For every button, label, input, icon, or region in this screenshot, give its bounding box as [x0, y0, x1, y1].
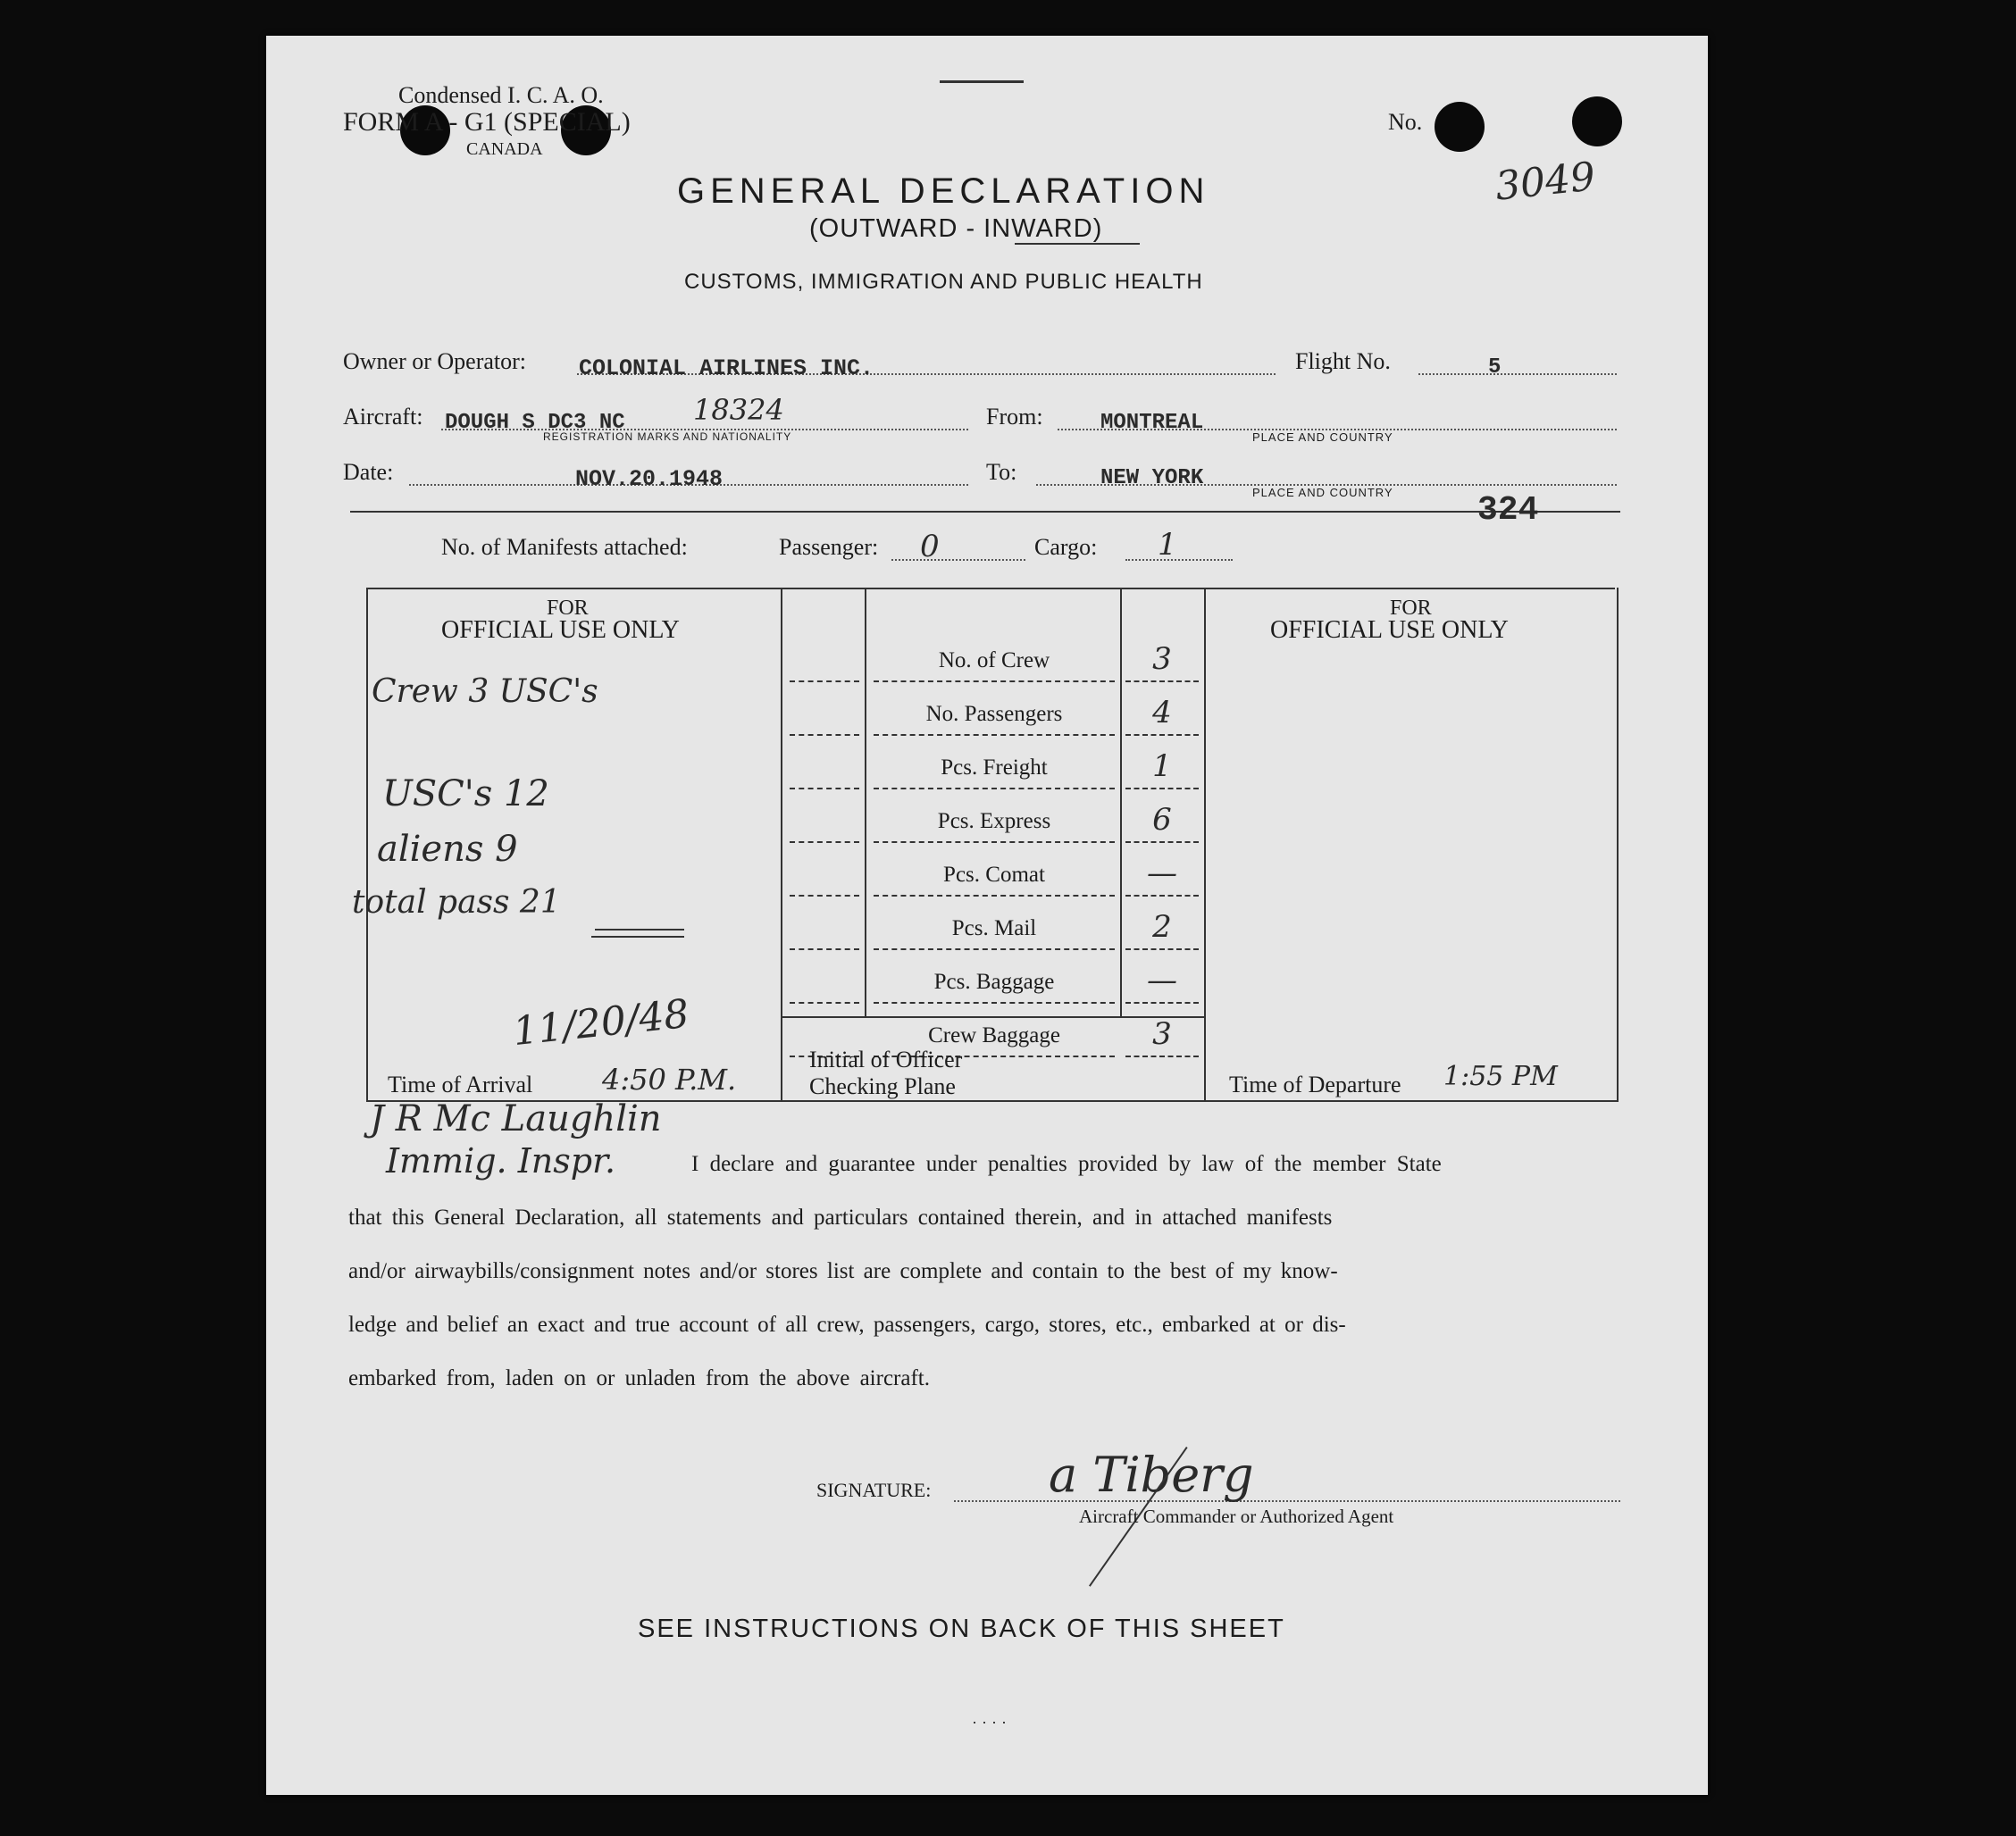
flight-value[interactable]: 5	[1488, 355, 1502, 380]
note-date: 11/20/48	[510, 990, 691, 1056]
top-dash	[940, 80, 1024, 83]
col-divider-4	[1204, 588, 1206, 1102]
to-caption: PLACE AND COUNTRY	[1252, 486, 1393, 499]
agencies: CUSTOMS, IMMIGRATION AND PUBLIC HEALTH	[684, 270, 1203, 294]
row-rule	[790, 841, 859, 843]
header-rule	[350, 511, 1620, 513]
note-usc: USC's 12	[382, 773, 549, 814]
punch-hole	[1435, 102, 1485, 152]
footer-marks: · · · ·	[972, 1713, 1007, 1731]
declaration-line-2: that this General Declaration, all statements and particulars contained therein, and in attached manifests	[348, 1206, 1333, 1230]
note-crew: Crew 3 USC's	[372, 673, 598, 710]
inspector-name: J R Mc Laughlin	[370, 1098, 662, 1139]
row-rule	[790, 948, 859, 950]
declaration-sheet	[266, 36, 1708, 1795]
aircraft-label: Aircraft:	[343, 404, 423, 430]
total-underline	[595, 929, 684, 931]
from-value[interactable]: MONTREAL	[1100, 411, 1204, 435]
date-value[interactable]: NOV.20.1948	[575, 466, 724, 492]
date-label: Date:	[343, 459, 394, 485]
number-value: 3049	[1493, 154, 1598, 210]
row-label: Pcs. Mail	[951, 916, 1037, 940]
passenger-line	[891, 559, 1025, 561]
row-value[interactable]: 6	[1152, 802, 1172, 838]
row-rule	[874, 895, 1115, 897]
departure-value[interactable]: 1:55 PM	[1443, 1061, 1558, 1092]
row-rule	[874, 734, 1115, 736]
form-country: CANADA	[466, 139, 543, 159]
number-label: No.	[1388, 109, 1423, 135]
row-value[interactable]: 3	[1152, 641, 1172, 677]
cargo-line	[1125, 559, 1233, 561]
row-label: No. of Crew	[938, 648, 1050, 672]
owner-value[interactable]: COLONIAL AIRLINES INC.	[579, 355, 874, 381]
col-divider-2	[865, 588, 866, 1016]
manifests-label: No. of Manifests attached:	[441, 534, 688, 560]
row-rule	[790, 734, 859, 736]
to-value[interactable]: NEW YORK	[1100, 466, 1204, 490]
cargo-label: Cargo:	[1034, 534, 1098, 560]
row-rule	[874, 788, 1115, 789]
initial-label-1: Initial of Officer	[809, 1047, 963, 1072]
table-top-left	[366, 588, 1615, 589]
from-label: From:	[986, 404, 1043, 430]
row-rule	[874, 680, 1115, 682]
aircraft-registration: 18324	[693, 393, 784, 427]
row-label: Pcs. Baggage	[933, 970, 1055, 994]
cargo-value[interactable]: 1	[1158, 527, 1177, 563]
aircraft-value[interactable]: DOUGH S DC3 NC	[445, 411, 625, 435]
form-condensed: Condensed I. C. A. O.	[398, 82, 604, 108]
owner-label: Owner or Operator:	[343, 348, 527, 374]
row-rule	[1125, 788, 1199, 789]
declaration-line-5: embarked from, laden on or unladen from the above aircraft.	[348, 1366, 930, 1390]
right-head-for: FOR	[1390, 597, 1432, 620]
row-rule	[1125, 1056, 1199, 1057]
row-rule	[790, 788, 859, 789]
signature-caption: Aircraft Commander or Authorized Agent	[1079, 1506, 1394, 1527]
arrival-value[interactable]: 4:50 P.M.	[602, 1063, 737, 1097]
note-total: total pass 21	[352, 884, 561, 921]
row-rule	[1125, 841, 1199, 843]
row-label: Pcs. Comat	[943, 863, 1045, 887]
to-label: To:	[986, 459, 1017, 485]
arrival-label: Time of Arrival	[388, 1072, 533, 1097]
row-value[interactable]: 4	[1152, 695, 1172, 730]
row-label: Crew Baggage	[928, 1023, 1060, 1047]
signature-label: SIGNATURE:	[816, 1479, 932, 1501]
row-label: No. Passengers	[925, 702, 1063, 726]
signature-value[interactable]: a Tiberg	[1049, 1447, 1254, 1503]
row-rule	[874, 948, 1115, 950]
right-head-official: OFFICIAL USE ONLY	[1270, 616, 1509, 644]
row-rule	[874, 1002, 1115, 1004]
left-head-for: FOR	[547, 597, 589, 620]
departure-label: Time of Departure	[1229, 1072, 1401, 1097]
row-rule	[1125, 680, 1199, 682]
row-value[interactable]: —	[1147, 855, 1177, 891]
row-rule	[874, 841, 1115, 843]
row-value[interactable]: —	[1147, 963, 1177, 998]
initial-label-2: Checking Plane	[809, 1073, 956, 1099]
from-caption: PLACE AND COUNTRY	[1252, 430, 1393, 444]
row-value[interactable]: 3	[1152, 1016, 1172, 1052]
total-underline-2	[591, 936, 684, 938]
row-rule	[1125, 1002, 1199, 1004]
flight-line	[1418, 373, 1617, 375]
row-rule	[790, 1002, 859, 1004]
page-subtitle: (OUTWARD - INWARD)	[809, 214, 1103, 243]
row-rule	[1125, 948, 1199, 950]
row-rule	[790, 895, 859, 897]
page-title: GENERAL DECLARATION	[677, 171, 1210, 211]
left-head-official: OFFICIAL USE ONLY	[441, 616, 680, 644]
aircraft-caption: REGISTRATION MARKS AND NATIONALITY	[543, 430, 792, 443]
footer-instructions: SEE INSTRUCTIONS ON BACK OF THIS SHEET	[638, 1615, 1285, 1643]
row-label: Pcs. Freight	[941, 755, 1048, 780]
col-divider-3	[1120, 588, 1122, 1016]
col-divider-1	[781, 588, 782, 1102]
form-number: FORM A - G1 (SPECIAL)	[343, 107, 631, 137]
declaration-line-1: I declare and guarantee under penalties provided by law of the member State	[691, 1152, 1442, 1176]
inward-underline	[1015, 243, 1140, 245]
row-value[interactable]: 2	[1152, 909, 1172, 945]
punch-hole	[1572, 96, 1622, 146]
row-rule	[790, 680, 859, 682]
note-aliens: aliens 9	[377, 829, 518, 870]
stamp-number: 324	[1477, 491, 1539, 530]
row-rule	[1125, 895, 1199, 897]
inspector-title: Immig. Inspr.	[386, 1141, 616, 1181]
passenger-label: Passenger:	[779, 534, 879, 560]
passenger-value[interactable]: 0	[920, 529, 940, 564]
row-rule	[1125, 734, 1199, 736]
row-label: Pcs. Express	[937, 809, 1051, 833]
declaration-line-4: ledge and belief an exact and true account of all crew, passengers, cargo, stores, etc., embarked at or dis-	[348, 1313, 1346, 1337]
row-value[interactable]: 1	[1152, 748, 1172, 784]
flight-label: Flight No.	[1295, 348, 1391, 374]
declaration-line-3: and/or airwaybills/consignment notes and/or stores list are complete and contain to the best of my know-	[348, 1259, 1338, 1283]
